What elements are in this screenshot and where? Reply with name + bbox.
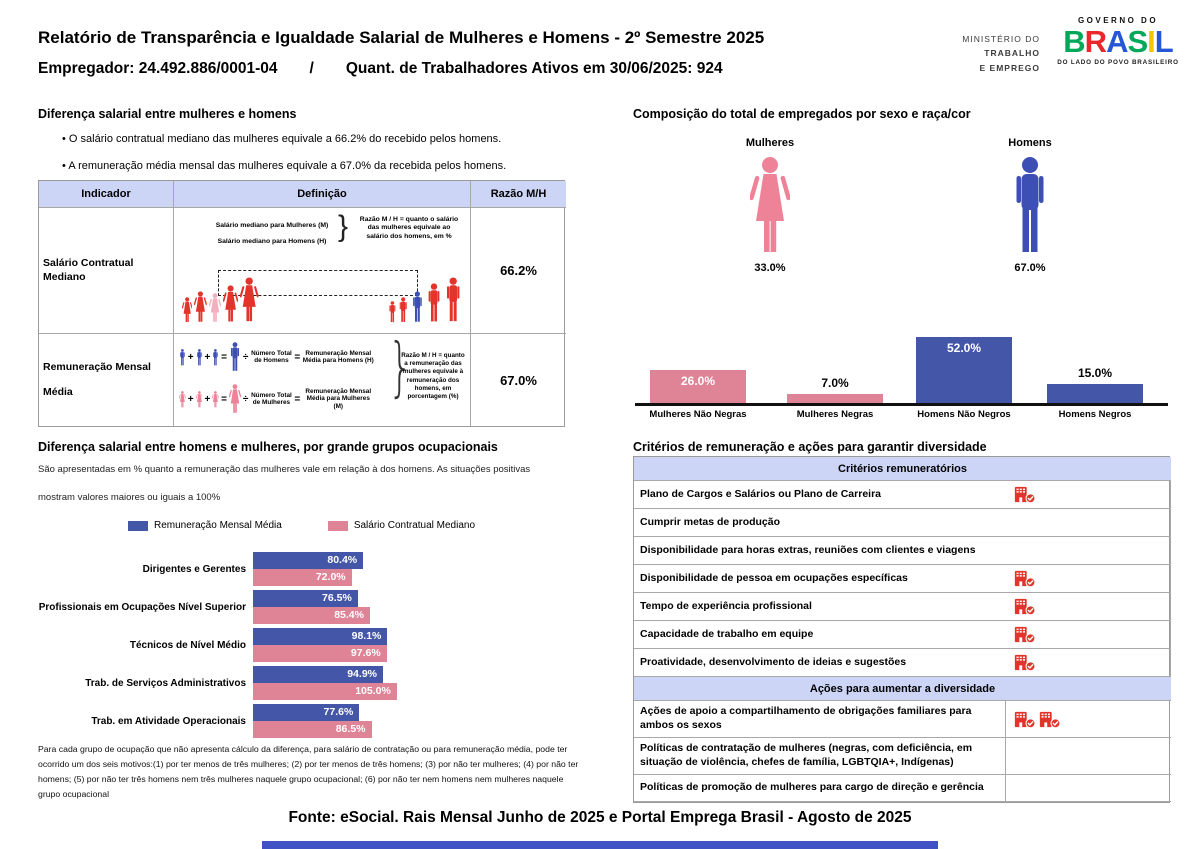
company-check-icon	[1014, 653, 1036, 672]
women-mean-label: Remuneração Mensal Média para Mulheres (M)	[305, 387, 372, 410]
bar-mulheres-nao-negras: 26.0%	[650, 370, 746, 403]
occupational-footnote: Para cada grupo de ocupação que não apresenta cálculo da diferença, para salário de contratação ou para remuneração média, pode ter ocorrido um dos seis motivos:(1) por ter menos de três mulheres; (2) por ter menos de três homens; (3) por não ter mulheres; (4) por não ter homens; (5) por não ter três homens nem três mulheres naquele grupo ocupacional; (6) por não ter nem homens nem mulheres naquele grupo ocupacional	[38, 744, 579, 799]
governo-brasil-logo	[1048, 16, 1188, 66]
group-servicos-administrativos: Trab. de Serviços Administrativos 94.9% 105.0%	[38, 666, 397, 700]
separator: /	[309, 60, 314, 77]
ministry-line2: TRABALHO	[984, 48, 1040, 59]
criteria-row-icons	[1006, 481, 1171, 509]
bullet-mean-remuneration: • A remuneração média mensal das mulheres equivale a 67.0% da recebida pelos homens.	[62, 160, 506, 172]
man-icon	[229, 342, 241, 372]
legend-swatch-blue	[128, 521, 148, 531]
men-total-label: Número Total de Homens	[251, 349, 292, 364]
median-salary-diagram	[174, 208, 471, 334]
active-workers-count: Quant. de Trabalhadores Ativos em 30/06/2025: 924	[345, 60, 723, 77]
bar-media: 98.1%	[253, 628, 387, 645]
occupational-subtitle-2: mostram valores maiores ou iguais a 100%	[38, 492, 221, 503]
women-percentage: 33.0%	[754, 262, 786, 274]
governo-do-label: GOVERNO DO	[1077, 16, 1159, 25]
legend-swatch-pink	[328, 521, 348, 531]
company-check-icon	[1014, 710, 1036, 729]
company-check-icon	[1014, 569, 1036, 588]
criteria-row-icons	[1006, 509, 1171, 537]
indicator-table	[38, 180, 565, 427]
cat-homens-negros: Homens Negros	[1058, 409, 1132, 420]
occupational-subtitle-1: São apresentadas em % quanto a remuneração das mulheres vale em relação à dos homens. As situações positivas	[38, 464, 531, 475]
men-formula: + + = ÷ Número Total de Homens = Remuneração Mensal Média para Homens (H)	[179, 342, 374, 372]
ministry-line3: E EMPREGO	[979, 62, 1040, 73]
company-check-icon	[1039, 710, 1061, 729]
bar-media: 80.4%	[253, 552, 363, 569]
criteria-row-icons	[1006, 593, 1171, 621]
woman-icon	[179, 391, 186, 408]
criteria-section1-header: Critérios remuneratórios	[634, 457, 1171, 481]
mean-remuneration-ratio: 67.0%	[500, 372, 537, 388]
indicator-median-salary: Salário Contratual Mediano	[39, 208, 174, 334]
bar-mediano: 86.5%	[253, 721, 372, 738]
criteria-row-label: Tempo de experiência profissional	[634, 593, 1006, 621]
woman-icon	[229, 384, 241, 414]
median-salary-ratio: 66.2%	[471, 208, 566, 334]
criteria-row-icons	[1006, 565, 1171, 593]
brasil-wordmark: BRASIL	[1063, 24, 1173, 59]
occupational-title: Diferença salarial entre homens e mulheres, por grande grupos ocupacionais	[38, 440, 498, 454]
bar-mediano: 97.6%	[253, 645, 387, 662]
women-total-label: Número Total de Mulheres	[251, 391, 292, 406]
median-woman-icon	[209, 293, 221, 323]
bar-mediano: 72.0%	[253, 569, 352, 586]
indicator-mean-remuneration: Remuneração Mensal Média	[39, 334, 174, 426]
criteria-row-label: Capacidade de trabalho em equipe	[634, 621, 1006, 649]
median-men-label: Salário mediano para Homens (H)	[217, 238, 327, 245]
col-header-indicador: Indicador	[39, 181, 174, 208]
company-check-icon	[1014, 625, 1036, 644]
employer-info	[38, 60, 723, 78]
company-check-icon	[1014, 597, 1036, 616]
gov-tagline: DO LADO DO POVO BRASILEIRO	[1057, 59, 1179, 66]
bullet-median-salary: • O salário contratual mediano das mulheres equivale a 66.2% do recebido pelos homens.	[62, 133, 501, 145]
bar-media: 77.6%	[253, 704, 359, 721]
col-header-razao: Razão M/H	[471, 181, 566, 208]
criteria-row-label: Proatividade, desenvolvimento de ideias e sugestões	[634, 649, 1006, 677]
person-icon	[240, 277, 258, 323]
criteria-row-label: Disponibilidade para horas extras, reuniões com clientes e viagens	[634, 537, 1006, 565]
person-icon	[426, 283, 442, 323]
bar-mulheres-negras: 7.0%	[787, 394, 883, 403]
criteria-row-icons	[1006, 621, 1171, 649]
action-row-label: Ações de apoio a compartilhamento de obrigações familiares para ambos os sexos	[634, 701, 1006, 738]
brace-glyph: }	[388, 331, 413, 405]
median-women-label: Salário mediano para Mulheres (M)	[215, 222, 329, 229]
chart-legend	[38, 520, 565, 531]
criteria-row-label: Disponibilidade de pessoa em ocupações específicas	[634, 565, 1006, 593]
action-row-icons	[1006, 775, 1171, 802]
man-figure-icon	[1010, 156, 1050, 256]
person-icon	[194, 291, 207, 323]
legend-mediano: Salário Contratual Mediano	[328, 520, 475, 531]
women-label: Mulheres	[745, 137, 795, 149]
bar-media: 94.9%	[253, 666, 383, 683]
person-icon	[223, 285, 238, 323]
men-label: Homens	[1008, 137, 1052, 149]
median-ratio-note: Razão M / H = quanto o salário das mulheres equivale ao salário dos homens, em %	[359, 216, 459, 240]
criteria-row-label: Cumprir metas de produção	[634, 509, 1006, 537]
median-man-icon	[411, 291, 424, 323]
source-footer: Fonte: eSocial. Rais Mensal Junho de 2025 e Portal Emprega Brasil - Agosto de 2025	[288, 809, 912, 826]
company-check-icon	[1014, 485, 1036, 504]
bar-mediano: 85.4%	[253, 607, 370, 624]
col-header-definicao: Definição	[174, 181, 471, 208]
employer-cnpj: Empregador: 24.492.886/0001-04	[38, 60, 278, 77]
legend-media: Remuneração Mensal Média	[128, 520, 282, 531]
ministry-logo	[930, 32, 1040, 75]
cat-mulheres-nao-negras: Mulheres Não Negras	[649, 409, 747, 420]
criteria-title: Critérios de remuneração e ações para garantir diversidade	[633, 440, 987, 454]
person-icon	[398, 297, 408, 323]
ministry-line1: MINISTÉRIO DO	[962, 34, 1040, 44]
brace-glyph: }	[338, 210, 349, 243]
bar-homens-negros: 15.0%	[1047, 384, 1143, 403]
group-tecnicos: Técnicos de Nível Médio 98.1% 97.6%	[38, 628, 387, 662]
woman-icon	[212, 391, 219, 408]
criteria-row-label: Plano de Cargos e Salários ou Plano de Carreira	[634, 481, 1006, 509]
man-icon	[179, 349, 186, 366]
bottom-scrollbar[interactable]	[262, 841, 938, 849]
women-group-figures	[182, 277, 259, 323]
bar-media: 76.5%	[253, 590, 358, 607]
salary-gap-title: Diferença salarial entre mulheres e homens	[38, 107, 297, 121]
criteria-table	[633, 456, 1170, 803]
page-title: Relatório de Transparência e Igualdade Salarial de Mulheres e Homens - 2º Semestre 2025	[38, 28, 765, 47]
men-percentage: 67.0%	[1014, 262, 1046, 274]
mean-ratio-note: Razão M / H = quanto a remuneração das mulheres equivale à remuneração dos homens, em porcentagem (%)	[401, 352, 465, 400]
men-group-figures	[388, 277, 462, 323]
person-icon	[182, 297, 192, 323]
action-row-label: Políticas de contratação de mulheres (negras, com deficiência, em situação de violência, chefes de família, LGBTQIA+, Indígenas)	[634, 738, 1006, 775]
x-axis-line	[635, 403, 1168, 406]
person-icon	[388, 301, 397, 323]
man-icon	[196, 349, 203, 366]
criteria-row-icons	[1006, 537, 1171, 565]
bar-homens-nao-negros: 52.0%	[916, 337, 1012, 403]
cat-mulheres-negras: Mulheres Negras	[796, 409, 874, 420]
person-icon	[444, 277, 462, 323]
mean-remuneration-diagram	[174, 331, 471, 426]
action-row-icons	[1006, 738, 1171, 775]
bar-mediano: 105.0%	[253, 683, 397, 700]
criteria-row-icons	[1006, 649, 1171, 677]
composition-title: Composição do total de empregados por sexo e raça/cor	[633, 107, 971, 121]
men-mean-label: Remuneração Mensal Média para Homens (H)	[302, 349, 374, 364]
woman-figure-icon	[750, 156, 790, 256]
criteria-section2-header: Ações para aumentar a diversidade	[634, 677, 1171, 701]
action-row-label: Políticas de promoção de mulheres para cargo de direção e gerência	[634, 775, 1006, 802]
women-formula: + + = ÷ Número Total de Mulheres = Remuneração Mensal Média para Mulheres (M)	[179, 384, 374, 414]
group-dirigentes: Dirigentes e Gerentes 80.4% 72.0%	[38, 552, 363, 586]
cat-homens-nao-negros: Homens Não Negros	[917, 409, 1011, 420]
man-icon	[212, 349, 219, 366]
woman-icon	[196, 391, 203, 408]
group-atividade-operacionais: Trab. em Atividade Operacionais 77.6% 86.5%	[38, 704, 372, 738]
group-profissionais: Profissionais em Ocupações Nível Superior 76.5% 85.4%	[38, 590, 370, 624]
action-row-icons	[1006, 701, 1171, 738]
